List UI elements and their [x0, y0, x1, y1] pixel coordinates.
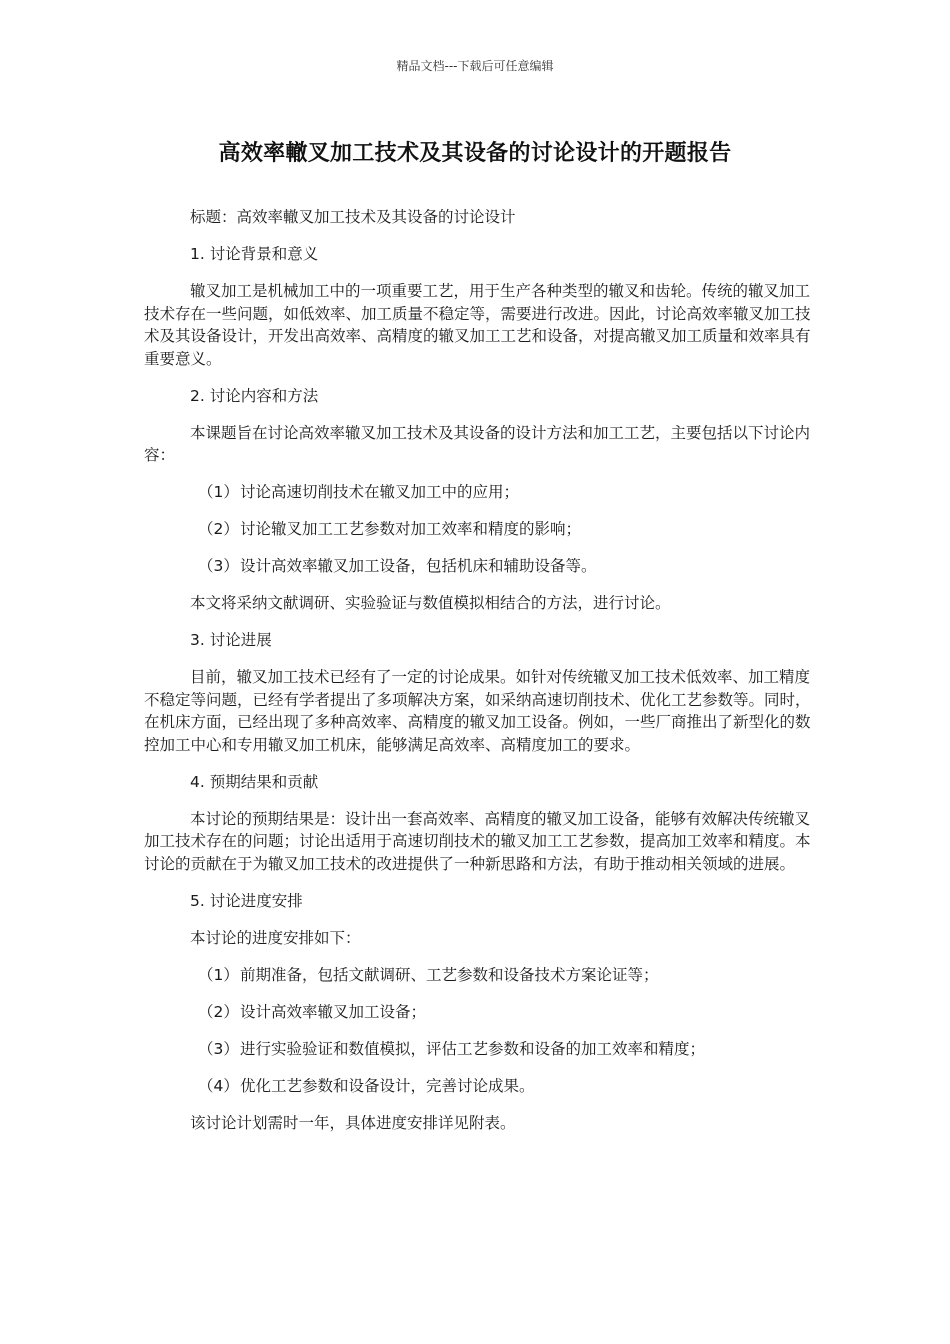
list-item-number: （2） — [198, 1002, 239, 1021]
section-5-closing: 该讨论计划需时一年，具体进度安排详见附表。 — [190, 1113, 516, 1132]
section-2-intro: 本课题旨在讨论高效率辙叉加工技术及其设备的设计方法和加工工艺，主要包括以下讨论内容： — [144, 423, 811, 464]
list-item — [144, 481, 814, 504]
list-item — [144, 1001, 814, 1024]
section-5-intro: 本讨论的进度安排如下： — [190, 928, 361, 947]
list-item — [144, 555, 814, 578]
list-item-number: （4） — [198, 1076, 239, 1095]
section-1-paragraph: 辙叉加工是机械加工中的一项重要工艺，用于生产各种类型的辙叉和齿轮。传统的辙叉加工技术存在一些问题，如低效率、加工质量不稳定等，需要进行改进。因此，讨论高效率辙叉加工技术及其设备设计，开发出高效率、高精度的辙叉加工工艺和设备，对提高辙叉加工质量和效率具有重要意义。 — [144, 282, 811, 368]
subject-line: 标题：高效率轍叉加工技术及其设备的讨论设计 — [190, 208, 516, 226]
section-4-paragraph: 本讨论的预期结果是：设计出一套高效率、高精度的辙叉加工设备，能够有效解决传统辙叉加工技术存在的问题；讨论出适用于高速切削技术的辙叉加工工艺参数，提高加工效率和精度。本讨论的贡献在于为辙叉加工技术的改进提供了一种新思路和方法，有助于推动相关领域的进展。 — [144, 809, 811, 873]
list-item-text: 优化工艺参数和设备设计，完善讨论成果。 — [240, 1076, 535, 1095]
document-body — [144, 206, 814, 1149]
section-3-heading: 3. 讨论进展 — [190, 631, 272, 649]
section-4-heading: 4. 预期结果和贡献 — [190, 772, 319, 791]
list-item — [144, 964, 814, 987]
list-item-text: 设计高效率辙叉加工设备； — [240, 1002, 427, 1021]
section-3-paragraph: 目前，辙叉加工技术已经有了一定的讨论成果。如针对传统辙叉加工技术低效率、加工精度不稳定等问题，已经有学者提出了多项解决方案，如采纳高速切削技术、优化工艺参数等。同时，在机床方面，已经出现了多种高效率、高精度的辙叉加工设备。例如，一些厂商推出了新型化的数控加工中心和专用辙叉加工机床，能够满足高效率、高精度加工的要求。 — [144, 668, 811, 754]
list-item — [144, 1038, 814, 1061]
list-item — [144, 1075, 814, 1098]
list-item-number: （2） — [198, 520, 239, 538]
list-item-text: 讨论辙叉加工工艺参数对加工效率和精度的影响； — [240, 520, 582, 538]
list-item-text: 设计高效率辙叉加工设备，包括机床和辅助设备等。 — [240, 557, 597, 575]
list-item-text: 进行实验验证和数值模拟，评估工艺参数和设备的加工效率和精度； — [240, 1039, 706, 1058]
list-item-number: （1） — [198, 965, 239, 984]
list-item-text: 讨论高速切削技术在辙叉加工中的应用； — [240, 483, 520, 501]
section-5-heading: 5. 讨论进度安排 — [190, 891, 303, 910]
list-item-number: （3） — [198, 1039, 239, 1058]
list-item-text: 前期准备，包括文献调研、工艺参数和设备技术方案论证等； — [240, 965, 659, 984]
section-1-heading: 1. 讨论背景和意义 — [190, 245, 319, 263]
section-2-method: 本文将采纳文献调研、实验验证与数值模拟相结合的方法，进行讨论。 — [190, 594, 671, 612]
list-item-number: （1） — [198, 483, 239, 501]
list-item-number: （3） — [198, 557, 239, 575]
section-2-heading: 2. 讨论内容和方法 — [190, 386, 319, 405]
header-note: 精品文档---下载后可任意编辑 — [396, 59, 554, 73]
list-item — [144, 518, 814, 541]
document-title: 高效率轍叉加工技术及其设备的讨论设计的开题报告 — [218, 141, 732, 166]
